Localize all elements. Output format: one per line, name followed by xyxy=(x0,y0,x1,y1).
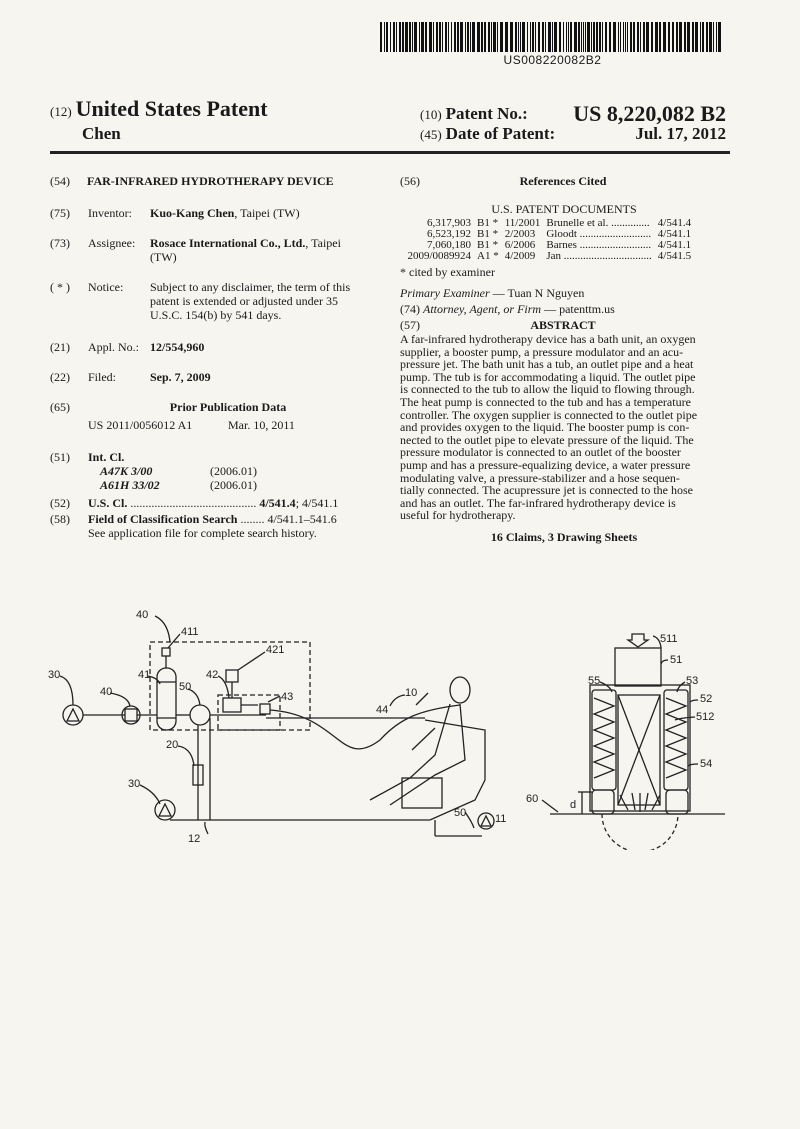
barcode-bar xyxy=(651,22,653,52)
abstract-line: A far-infrared hydrotherapy device has a bath unit, an oxygen xyxy=(400,332,696,346)
barcode-bar xyxy=(421,22,424,52)
barcode-bar xyxy=(700,22,701,52)
date-of-patent-row xyxy=(420,124,555,144)
filed-label: Filed: xyxy=(88,370,117,384)
ref-date: 2/2003 xyxy=(504,228,536,240)
inventor-name: Kuo-Kang Chen xyxy=(150,206,235,220)
search-field-value: 4/541.1–541.6 xyxy=(267,512,337,526)
ref-name: Brunelle et al. xyxy=(546,217,609,229)
field-notice xyxy=(50,280,390,322)
barcode-bar xyxy=(425,22,427,52)
notice-line: Subject to any disclaimer, the term of this xyxy=(150,280,351,294)
references-column xyxy=(400,174,728,544)
code-51: (51) xyxy=(50,450,70,464)
ref-421: 421 xyxy=(266,644,285,656)
barcode-bar xyxy=(454,22,456,52)
barcode-bar xyxy=(627,22,628,52)
ref-40-top: 40 xyxy=(136,609,149,621)
notice-text xyxy=(150,280,380,322)
barcode-bar xyxy=(414,22,417,52)
leader xyxy=(675,717,695,720)
barcode-bar xyxy=(542,22,544,52)
barcode-bar xyxy=(663,22,666,52)
barcode-bar xyxy=(585,22,586,52)
barcode-bar xyxy=(620,22,621,52)
barcode-bar xyxy=(695,22,698,52)
code-56: (56) xyxy=(400,174,420,188)
ref-d: d xyxy=(570,799,577,811)
booster-group-outline xyxy=(150,642,310,730)
ref-43: 43 xyxy=(281,691,294,703)
barcode-bar xyxy=(535,22,536,52)
abstract-line: modulating valve, a pressure-stabilizer and a hose sequen- xyxy=(400,470,680,485)
leader xyxy=(155,616,170,642)
ref-leader: .............. xyxy=(611,217,650,229)
ref-60: 60 xyxy=(526,793,539,805)
bibliographic-column xyxy=(50,174,390,540)
barcode-bar xyxy=(568,22,569,52)
abstract-line: supplier, a booster pump, a pressure modulator and an acu- xyxy=(400,344,684,359)
leader xyxy=(178,746,194,766)
notice-line: U.S.C. 154(b) by 541 days. xyxy=(150,308,282,322)
code-75: (75) xyxy=(50,206,70,220)
barcode-bar xyxy=(522,22,525,52)
barcode-bar xyxy=(709,22,712,52)
barcode-bar xyxy=(488,22,490,52)
appl-no: 12/554,960 xyxy=(150,340,205,354)
ref-512: 512 xyxy=(696,711,715,723)
abstract-line: pressure jet. The bath unit has a tub, an outlet pipe and a heat xyxy=(400,357,694,372)
barcode-bar xyxy=(477,22,480,52)
barcode-bar xyxy=(497,22,498,52)
barcode xyxy=(380,22,725,52)
leader xyxy=(205,822,208,834)
inventor-surname: Chen xyxy=(82,124,121,143)
barcode-bar xyxy=(500,22,503,52)
barcode-bar xyxy=(405,22,408,52)
field-52 xyxy=(50,496,390,510)
barcode-bar xyxy=(676,22,678,52)
field-56 xyxy=(400,174,728,188)
barcode-bar xyxy=(668,22,670,52)
barcode-bar xyxy=(433,22,434,52)
patent-number-row xyxy=(420,104,528,124)
barcode-bar xyxy=(445,22,447,52)
ref-name: Gloodt xyxy=(546,228,577,240)
oxygen-tank-41 xyxy=(157,668,176,730)
infrared-rays xyxy=(620,793,660,812)
inventor-label: Inventor: xyxy=(88,206,132,220)
search-field-leader: ........ xyxy=(240,512,265,526)
abstract-line: and provides oxygen to the liquid. The booster pump is con- xyxy=(400,420,690,435)
leader xyxy=(238,652,265,670)
code-52: (52) xyxy=(50,496,70,510)
system-diagram xyxy=(40,600,540,850)
irradiation-zone xyxy=(602,814,678,850)
barcode-bar xyxy=(491,22,492,52)
int-cl-row xyxy=(50,478,390,492)
barcode-bar xyxy=(702,22,704,52)
barcode-bar xyxy=(429,22,432,52)
abstract-line: useful for hydrotherapy. xyxy=(400,508,516,523)
references-table xyxy=(400,218,694,262)
invention-title: FAR-INFRARED HYDROTHERAPY DEVICE xyxy=(87,174,334,188)
ref-52: 52 xyxy=(700,693,713,705)
inid-code-10: (10) xyxy=(420,107,442,122)
code-54: (54) xyxy=(50,174,70,188)
cited-by-examiner-note: * cited by examiner xyxy=(400,265,495,279)
abstract-heading: ABSTRACT xyxy=(530,318,596,332)
barcode-bar xyxy=(481,22,483,52)
barcode-bar xyxy=(552,22,553,52)
prior-publication-row xyxy=(50,418,390,432)
jet-43 xyxy=(260,704,270,714)
barcode-bar xyxy=(460,22,463,52)
field-58 xyxy=(50,512,390,526)
field-51 xyxy=(50,450,390,464)
ref-511: 511 xyxy=(660,633,678,645)
ref-30-left: 30 xyxy=(48,669,61,681)
barcode-bar xyxy=(643,22,645,52)
abstract-line: pump. The tub is for accommodating a liquid. The outlet pipe xyxy=(400,369,696,384)
date-of-patent-label: Date of Patent: xyxy=(445,124,556,143)
ref-date: 6/2006 xyxy=(504,239,536,251)
assignee-location: , Taipei xyxy=(305,236,341,250)
ref-class: 4/541.4 xyxy=(657,217,692,229)
code-65: (65) xyxy=(50,400,70,414)
int-cl-class: A47K 3/00 xyxy=(100,464,153,478)
ref-20: 20 xyxy=(166,739,179,751)
inid-code-45: (45) xyxy=(420,127,442,142)
pump-triangle xyxy=(67,709,79,721)
valve-square xyxy=(125,709,137,721)
barcode-bar xyxy=(563,22,564,52)
barcode-bar xyxy=(692,22,694,52)
ref-kind: A1 * xyxy=(477,250,499,262)
field-22 xyxy=(50,370,390,384)
barcode-bar xyxy=(587,22,590,52)
int-cl-row xyxy=(50,464,390,478)
barcode-bar xyxy=(518,22,519,52)
leader xyxy=(542,800,558,812)
barcode-bar xyxy=(457,22,459,52)
code-notice: ( * ) xyxy=(50,280,70,294)
inid-code-12: (12) xyxy=(50,104,72,119)
ref-date: 11/2001 xyxy=(504,217,541,229)
barcode-bar xyxy=(548,22,551,52)
person-body xyxy=(370,704,465,805)
ref-10: 10 xyxy=(405,687,418,699)
barcode-bar xyxy=(623,22,624,52)
valve-42 xyxy=(223,698,241,712)
patent-number: US 8,220,082 B2 xyxy=(573,101,726,126)
assignee-label: Assignee: xyxy=(88,236,136,250)
barcode-bar xyxy=(532,22,534,52)
barcode-bar xyxy=(687,22,690,52)
ref-11: 11 xyxy=(495,813,507,825)
abstract-line: pump and has a pressure-equalizing device, a water pressure xyxy=(400,457,691,472)
barcode-bar xyxy=(591,22,592,52)
barcode-bar xyxy=(448,22,449,52)
leader xyxy=(390,695,405,706)
barcode-bar xyxy=(559,22,561,52)
barcode-bar xyxy=(484,22,486,52)
attorney-name: — patenttm.us xyxy=(541,302,615,316)
us-cl-label: U.S. Cl. xyxy=(88,496,128,510)
leader xyxy=(110,693,130,706)
coil-53 xyxy=(666,698,686,778)
ref-44: 44 xyxy=(376,704,389,716)
abstract-text xyxy=(400,333,728,522)
abstract-line: nected to the outlet pipe to elevate pressure of the liquid. The xyxy=(400,432,694,447)
barcode-bar xyxy=(505,22,508,52)
barcode-bar xyxy=(510,22,513,52)
ref-name: Jan xyxy=(546,250,562,262)
barcode-bar xyxy=(545,22,546,52)
barcode-bar xyxy=(625,22,626,52)
barcode-bar xyxy=(640,22,641,52)
abstract-line: is connected to the tub to allow the liquid to flowing through. xyxy=(400,382,695,397)
ref-54: 54 xyxy=(700,758,713,770)
examiner-label: Primary Examiner xyxy=(400,286,490,300)
int-cl-version: (2006.01) xyxy=(210,478,257,492)
barcode-bar xyxy=(630,22,632,52)
barcode-bar xyxy=(613,22,616,52)
int-cl-label: Int. Cl. xyxy=(88,450,125,464)
barcode-bar xyxy=(436,22,438,52)
barcode-number: US008220082B2 xyxy=(503,53,602,67)
us-cl-leader: .......................................... xyxy=(130,496,257,510)
barcode-bar xyxy=(527,22,528,52)
code-74: (74) xyxy=(400,302,420,316)
barcode-bar xyxy=(659,22,661,52)
ref-class: 4/541.5 xyxy=(657,250,692,262)
patent-type-heading xyxy=(50,96,268,122)
inventor-location: , Taipei (TW) xyxy=(234,206,300,220)
barcode-bar xyxy=(515,22,517,52)
barcode-bar xyxy=(470,22,471,52)
search-history-note: See application file for complete search history. xyxy=(88,526,317,540)
barcode-bar xyxy=(402,22,404,52)
search-field-label: Field of Classification Search xyxy=(88,512,238,526)
abstract-line: and has an outlet. The far-infrared hydrotherapy device is xyxy=(400,495,676,510)
abstract-line: The heat pump is connected to the tub and has a temperature xyxy=(400,394,691,409)
pump-triangle xyxy=(481,816,491,826)
int-cl-class: A61H 33/02 xyxy=(100,478,160,492)
barcode-bar xyxy=(574,22,577,52)
us-patent-documents-heading: U.S. PATENT DOCUMENTS xyxy=(491,202,637,216)
person-arm xyxy=(412,728,435,750)
ref-40: 40 xyxy=(100,686,113,698)
field-54 xyxy=(50,174,390,188)
ref-kind: B1 * xyxy=(477,228,499,240)
field-75 xyxy=(50,206,390,220)
ref-number: 7,060,180 xyxy=(427,239,471,251)
code-21: (21) xyxy=(50,340,70,354)
gauge-421 xyxy=(226,670,238,682)
barcode-bar xyxy=(655,22,658,52)
coil-55 xyxy=(594,698,614,778)
leader xyxy=(268,696,280,702)
notice-line: patent is extended or adjusted under 35 xyxy=(150,294,338,308)
primary-examiner xyxy=(400,286,728,300)
abstract-line: pressure modulator is connected to an outlet of the booster xyxy=(400,445,681,460)
field-57 xyxy=(400,318,728,332)
barcode-bar xyxy=(380,22,382,52)
code-73: (73) xyxy=(50,236,70,250)
barcode-bar xyxy=(451,22,452,52)
ref-class: 4/541.1 xyxy=(657,228,692,240)
infrared-unit-diagram xyxy=(520,630,750,850)
ref-name: Barnes xyxy=(546,239,577,251)
barcode-bar xyxy=(393,22,395,52)
abstract-line: controller. The oxygen supplier is connected to the outlet pipe xyxy=(400,407,698,422)
down-arrow-icon xyxy=(628,634,648,647)
ref-42: 42 xyxy=(206,669,219,681)
barcode-bar xyxy=(583,22,584,52)
ref-kind: B1 * xyxy=(477,239,499,251)
examiner-name: — Tuan N Nguyen xyxy=(489,286,585,300)
assignee-country: (TW) xyxy=(150,250,177,264)
leader xyxy=(416,693,428,705)
barcode-bar xyxy=(419,22,420,52)
cap-411 xyxy=(162,648,170,656)
ref-leader: .......................... xyxy=(579,228,652,240)
barcode-bar xyxy=(412,22,413,52)
int-cl-version: (2006.01) xyxy=(210,464,257,478)
barcode-bar xyxy=(672,22,674,52)
date-of-patent: Jul. 17, 2012 xyxy=(635,124,726,143)
ref-number: 6,317,903 xyxy=(427,217,471,229)
leader xyxy=(140,785,160,804)
barcode-bar xyxy=(467,22,469,52)
barcode-bar xyxy=(605,22,607,52)
barcode-bar xyxy=(538,22,540,52)
barcode-bar xyxy=(396,22,397,52)
leader xyxy=(60,676,73,705)
abstract-line: tially connected. The acupressure jet is connected to the hose xyxy=(400,483,694,498)
attorney-label: Attorney, Agent, or Firm xyxy=(423,302,542,316)
barcode-bar xyxy=(716,22,717,52)
ref-kind: B1 * xyxy=(477,217,499,229)
appl-no-label: Appl. No.: xyxy=(88,340,139,354)
patent-type-title: United States Patent xyxy=(75,96,268,121)
ref-number: 2009/0089924 xyxy=(407,250,471,262)
barcode-bar xyxy=(679,22,682,52)
code-57: (57) xyxy=(400,318,420,332)
pump-triangle xyxy=(159,804,171,816)
references-heading: References Cited xyxy=(519,174,607,188)
barcode-bar xyxy=(602,22,603,52)
booster-pump-50-icon xyxy=(190,705,210,725)
us-cl-primary: 4/541.4 xyxy=(259,496,296,510)
prior-publication-heading: Prior Publication Data xyxy=(169,400,287,414)
barcode-bar xyxy=(646,22,649,52)
barcode-bar xyxy=(554,22,557,52)
barcode-bar xyxy=(493,22,496,52)
barcode-bar xyxy=(578,22,580,52)
barcode-bar xyxy=(684,22,686,52)
ref-411: 411 xyxy=(181,626,199,638)
leader xyxy=(465,812,474,828)
field-73 xyxy=(50,236,390,250)
ref-date: 4/2009 xyxy=(504,250,536,262)
barcode-bar xyxy=(386,22,388,52)
ref-50-outlet: 50 xyxy=(454,807,467,819)
person-head xyxy=(450,677,470,703)
ref-55: 55 xyxy=(588,675,601,687)
us-cl-secondary: ; 4/541.1 xyxy=(295,496,339,510)
leader xyxy=(661,660,668,664)
notice-label: Notice: xyxy=(88,280,124,294)
barcode-bar xyxy=(609,22,611,52)
assignee-name: Rosace International Co., Ltd. xyxy=(150,236,306,250)
field-74 xyxy=(400,302,728,316)
barcode-bar xyxy=(581,22,582,52)
header-rule xyxy=(50,151,730,154)
ref-53: 53 xyxy=(686,675,699,687)
patent-number-label: Patent No.: xyxy=(445,104,528,123)
lamp-housing-51 xyxy=(615,648,661,686)
ref-50: 50 xyxy=(179,681,192,693)
ref-class: 4/541.1 xyxy=(657,239,692,251)
code-22: (22) xyxy=(50,370,70,384)
barcode-bar xyxy=(520,22,521,52)
barcode-bar xyxy=(384,22,385,52)
barcode-bar xyxy=(596,22,598,52)
ref-number: 6,523,192 xyxy=(427,228,471,240)
ref-30-bottom: 30 xyxy=(128,778,141,790)
field-65 xyxy=(50,400,390,414)
leader xyxy=(690,700,698,702)
barcode-bar xyxy=(570,22,572,52)
barcode-bar xyxy=(409,22,411,52)
filed-date: Sep. 7, 2009 xyxy=(150,370,211,384)
ref-leader: ................................ xyxy=(563,250,652,262)
tub-10 xyxy=(210,718,485,820)
ref-12: 12 xyxy=(188,833,201,845)
hose-44 xyxy=(270,705,460,749)
barcode-bar xyxy=(633,22,635,52)
barcode-bar xyxy=(439,22,441,52)
reference-row xyxy=(400,251,694,262)
prior-publication-number: US 2011/0056012 A1 xyxy=(88,418,193,432)
claims-summary: 16 Claims, 3 Drawing Sheets xyxy=(490,529,638,544)
barcode-bar xyxy=(465,22,466,52)
barcode-bar xyxy=(637,22,639,52)
barcode-bar xyxy=(566,22,567,52)
barcode-bar xyxy=(390,22,391,52)
barcode-bar xyxy=(472,22,475,52)
barcode-bar xyxy=(399,22,401,52)
field-21 xyxy=(50,340,390,354)
ref-leader: .......................... xyxy=(579,239,652,251)
barcode-bar xyxy=(599,22,601,52)
barcode-bar xyxy=(593,22,595,52)
barcode-bar xyxy=(530,22,531,52)
barcode-bar xyxy=(713,22,714,52)
ref-51: 51 xyxy=(670,654,683,666)
barcode-bar xyxy=(718,22,721,52)
barcode-bar xyxy=(618,22,619,52)
barcode-bar xyxy=(442,22,443,52)
ref-41: 41 xyxy=(138,669,151,681)
code-58: (58) xyxy=(50,512,70,526)
barcode-bar xyxy=(706,22,708,52)
prior-publication-date: Mar. 10, 2011 xyxy=(228,418,295,432)
